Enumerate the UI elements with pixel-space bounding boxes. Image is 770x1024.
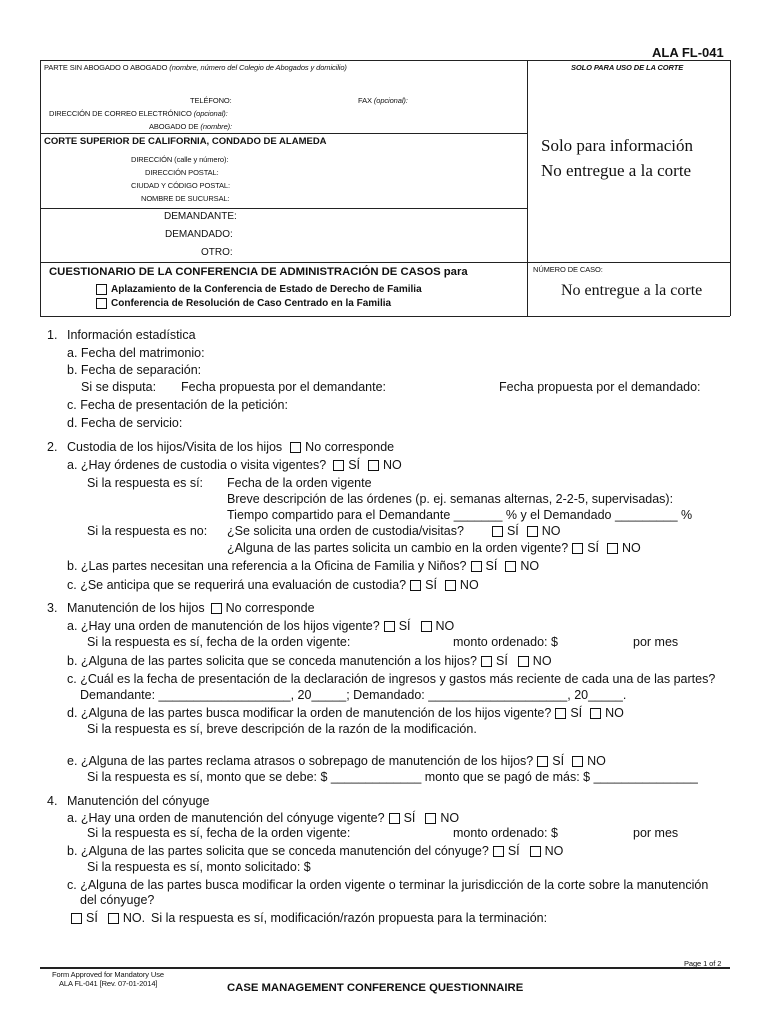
checkbox[interactable] xyxy=(389,813,400,824)
attorney-for-label: ABOGADO DE (nombre): xyxy=(149,122,233,131)
header-bottom-line xyxy=(40,316,730,317)
option-continuance[interactable]: Aplazamiento de la Conferencia de Estado de Derecho de Familia xyxy=(96,284,422,295)
section3-number: 3. xyxy=(47,601,58,615)
no-option[interactable]: NO xyxy=(505,559,539,573)
checkbox[interactable] xyxy=(492,526,503,537)
no-option[interactable]: NO xyxy=(421,619,455,633)
section2-title-row: Custodia de los hijos/Visita de los hijos No corresponde xyxy=(67,440,395,454)
party-label: PARTE SIN ABOGADO O ABOGADO (nombre, número del Colegio de Abogados y domicilio) xyxy=(44,63,347,72)
yes-option[interactable]: SÍ xyxy=(537,754,564,768)
yes-option[interactable]: SÍ xyxy=(471,559,498,573)
section4-number: 4. xyxy=(47,794,58,808)
checkbox[interactable] xyxy=(384,621,395,632)
no-option[interactable]: NO xyxy=(527,524,561,538)
section1-number: 1. xyxy=(47,328,58,342)
timeshare: Tiempo compartido para el Demandante _______ % y el Demandado _________ % xyxy=(227,508,693,522)
s3-order-date: Si la respuesta es sí, fecha de la orden vigente: xyxy=(87,635,351,649)
s4b-description: Si la respuesta es sí, monto solicitado: $ xyxy=(87,860,311,874)
telephone-label: TELÉFONO: xyxy=(190,96,232,105)
checkbox[interactable] xyxy=(607,543,618,554)
checkbox[interactable] xyxy=(96,284,107,295)
s3-amount: monto ordenado: $ xyxy=(453,635,558,649)
other-label: OTRO: xyxy=(201,247,233,258)
separation-date: b. Fecha de separación: xyxy=(67,363,202,377)
s4a-row: a. ¿Hay una orden de manutención del cónyuge vigente? SÍ NO xyxy=(67,811,460,825)
checkbox[interactable] xyxy=(71,913,82,924)
email-label: DIRECCIÓN DE CORREO ELECTRÓNICO (opcional): xyxy=(49,109,228,118)
branch-label: NOMBRE DE SUCURSAL: xyxy=(141,194,230,203)
petition-filing-date: c. Fecha de presentación de la petición: xyxy=(67,398,288,412)
section4-title: Manutención del cónyuge xyxy=(67,794,210,808)
s3c-dates: Demandante: ___________________, 20_____; Demandado: ____________________, 20_____. xyxy=(80,688,627,702)
checkbox[interactable] xyxy=(572,543,583,554)
checkbox[interactable] xyxy=(527,526,538,537)
header-divider-vertical xyxy=(527,60,528,316)
yes-option[interactable]: SÍ xyxy=(481,654,508,668)
english-title: CASE MANAGEMENT CONFERENCE QUESTIONNAIRE xyxy=(227,982,524,994)
dispute-label: Si se disputa: xyxy=(81,380,157,394)
s2-change-row: ¿Alguna de las partes solicita un cambio en la orden vigente? SÍ NO xyxy=(227,541,641,555)
no-option[interactable]: NO xyxy=(518,654,552,668)
court-use-label: SOLO PARA USO DE LA CORTE xyxy=(571,63,684,72)
yes-option[interactable]: SÍ xyxy=(389,811,416,825)
checkbox[interactable] xyxy=(555,708,566,719)
checkbox[interactable] xyxy=(290,442,301,453)
checkbox[interactable] xyxy=(425,813,436,824)
marriage-date: a. Fecha del matrimonio: xyxy=(67,346,205,360)
yes-option[interactable]: SÍ xyxy=(572,541,599,555)
mailing-label: DIRECCIÓN POSTAL: xyxy=(145,168,219,177)
s3d-row: d. ¿Alguna de las partes busca modificar la orden de manutención de los hijos vigente? SÍ NO xyxy=(67,706,624,720)
checkbox[interactable] xyxy=(537,756,548,767)
header-line-court xyxy=(40,133,527,134)
no-option[interactable]: NO xyxy=(530,844,564,858)
no-option[interactable]: NO. xyxy=(108,911,145,925)
s4b-row: b. ¿Alguna de las partes solicita que se conceda manutención del cónyuge? SÍ NO xyxy=(67,844,564,858)
no-option[interactable]: NO xyxy=(607,541,641,555)
no-option[interactable]: NO xyxy=(445,578,479,592)
city-zip-label: CIUDAD Y CÓDIGO POSTAL: xyxy=(131,181,230,190)
footer-line xyxy=(40,967,730,969)
s4-order-date: Si la respuesta es sí, fecha de la orden vigente: xyxy=(87,826,351,840)
section2-number: 2. xyxy=(47,440,58,454)
case-watermark: No entregue a la corte xyxy=(561,282,703,299)
case-number-label: NÚMERO DE CASO: xyxy=(533,265,603,274)
s2-requested-row: ¿Se solicita una orden de custodia/visitas? SÍ NO xyxy=(227,524,561,538)
s3a-row: a. ¿Hay una orden de manutención de los hijos vigente? SÍ NO xyxy=(67,619,455,633)
if-yes-label: Si la respuesta es sí: xyxy=(87,476,204,490)
checkbox[interactable] xyxy=(505,561,516,572)
option-resolution[interactable]: Conferencia de Resolución de Caso Centrado en la Familia xyxy=(96,298,391,309)
s3b-row: b. ¿Alguna de las partes solicita que se conceda manutención a los hijos? SÍ NO xyxy=(67,654,552,668)
checkbox[interactable] xyxy=(530,846,541,857)
section3-title-row: Manutención de los hijos No corresponde xyxy=(67,601,315,615)
section1-title: Información estadística xyxy=(67,328,196,342)
checkbox[interactable] xyxy=(108,913,119,924)
court-name: CORTE SUPERIOR DE CALIFORNIA, CONDADO DE ALAMEDA xyxy=(44,136,327,147)
header-line-title xyxy=(40,262,730,263)
petitioner-label: DEMANDANTE: xyxy=(164,211,237,222)
not-applicable-option[interactable]: No corresponde xyxy=(290,440,394,454)
s2b-row: b. ¿Las partes necesitan una referencia a la Oficina de Familia y Niños? SÍ NO xyxy=(67,559,540,573)
yes-option[interactable]: SÍ xyxy=(555,706,582,720)
checkbox[interactable] xyxy=(368,460,379,471)
header-line-parties xyxy=(40,208,527,209)
no-option[interactable]: NO xyxy=(425,811,459,825)
s2a-row: a. ¿Hay órdenes de custodia o visita vigentes? SÍ NO xyxy=(67,458,402,472)
s4c-row: SÍ NO. Si la respuesta es sí, modificación/razón propuesta para la terminación: xyxy=(71,911,547,925)
s3d-description: Si la respuesta es sí, breve descripción de la razón de la modificación. xyxy=(87,722,477,736)
checkbox[interactable] xyxy=(572,756,583,767)
checkbox[interactable] xyxy=(445,580,456,591)
street-label: DIRECCIÓN (calle y número): xyxy=(131,155,229,164)
checkbox[interactable] xyxy=(481,656,492,667)
yes-option[interactable]: SÍ xyxy=(410,578,437,592)
checkbox[interactable] xyxy=(410,580,421,591)
s3e-row: e. ¿Alguna de las partes reclama atrasos o sobrepago de manutención de los hijos? SÍ NO xyxy=(67,754,606,768)
checkbox[interactable] xyxy=(211,603,222,614)
revision-note: ALA FL-041 [Rev. 07-01-2014] xyxy=(59,979,158,988)
no-option[interactable]: NO xyxy=(368,458,402,472)
yes-option[interactable]: SÍ xyxy=(71,911,98,925)
checkbox[interactable] xyxy=(96,298,107,309)
petitioner-proposed-date: Fecha propuesta por el demandante: xyxy=(181,380,386,394)
checkbox[interactable] xyxy=(518,656,529,667)
checkbox[interactable] xyxy=(493,846,504,857)
if-no-label: Si la respuesta es no: xyxy=(87,524,208,538)
page-number: Page 1 of 2 xyxy=(684,959,722,968)
yes-option[interactable]: SÍ xyxy=(493,844,520,858)
s4-amount: monto ordenado: $ xyxy=(453,826,558,840)
current-order-date: Fecha de la orden vigente xyxy=(227,476,372,490)
fax-label: FAX (opcional): xyxy=(358,96,408,105)
header-left-line xyxy=(40,60,41,316)
s3c-question: c. ¿Cuál es la fecha de presentación de la declaración de ingresos y gastos más reciente de cada una de las partes? xyxy=(67,672,716,686)
respondent-label: DEMANDADO: xyxy=(165,229,233,240)
checkbox[interactable] xyxy=(471,561,482,572)
form-number: ALA FL-041 xyxy=(652,45,724,60)
not-applicable-option[interactable]: No corresponde xyxy=(211,601,315,615)
service-date: d. Fecha de servicio: xyxy=(67,416,183,430)
yes-option[interactable]: SÍ xyxy=(333,458,360,472)
no-option[interactable]: NO xyxy=(572,754,606,768)
s3-per-month: por mes xyxy=(633,635,679,649)
s4c-question-cont: del cónyuge? xyxy=(80,893,155,907)
checkbox[interactable] xyxy=(333,460,344,471)
s4-per-month: por mes xyxy=(633,826,679,840)
no-option[interactable]: NO xyxy=(590,706,624,720)
s2c-row: c. ¿Se anticipa que se requerirá una evaluación de custodia? SÍ NO xyxy=(67,578,479,592)
checkbox[interactable] xyxy=(590,708,601,719)
yes-option[interactable]: SÍ xyxy=(384,619,411,633)
form-title: CUESTIONARIO DE LA CONFERENCIA DE ADMINISTRACIÓN DE CASOS para xyxy=(49,266,468,278)
approved-note: Form Approved for Mandatory Use xyxy=(52,970,164,979)
checkbox[interactable] xyxy=(421,621,432,632)
watermark-line1: Solo para información xyxy=(541,136,694,155)
header-top-line xyxy=(40,60,730,61)
watermark-line2: No entregue a la corte xyxy=(541,161,692,180)
order-description: Breve descripción de las órdenes (p. ej. semanas alternas, 2-2-5, supervisadas): xyxy=(227,492,674,506)
respondent-proposed-date: Fecha propuesta por el demandado: xyxy=(499,380,701,394)
yes-option[interactable]: SÍ xyxy=(492,524,519,538)
header-right-line xyxy=(730,60,731,316)
s3e-description: Si la respuesta es sí, monto que se debe: $ _____________ monto que se pagó de más: $ _______________ xyxy=(87,770,698,784)
s4c-question: c. ¿Alguna de las partes busca modificar la orden vigente o terminar la jurisdicción de la corte sobre la manutención xyxy=(67,878,709,892)
